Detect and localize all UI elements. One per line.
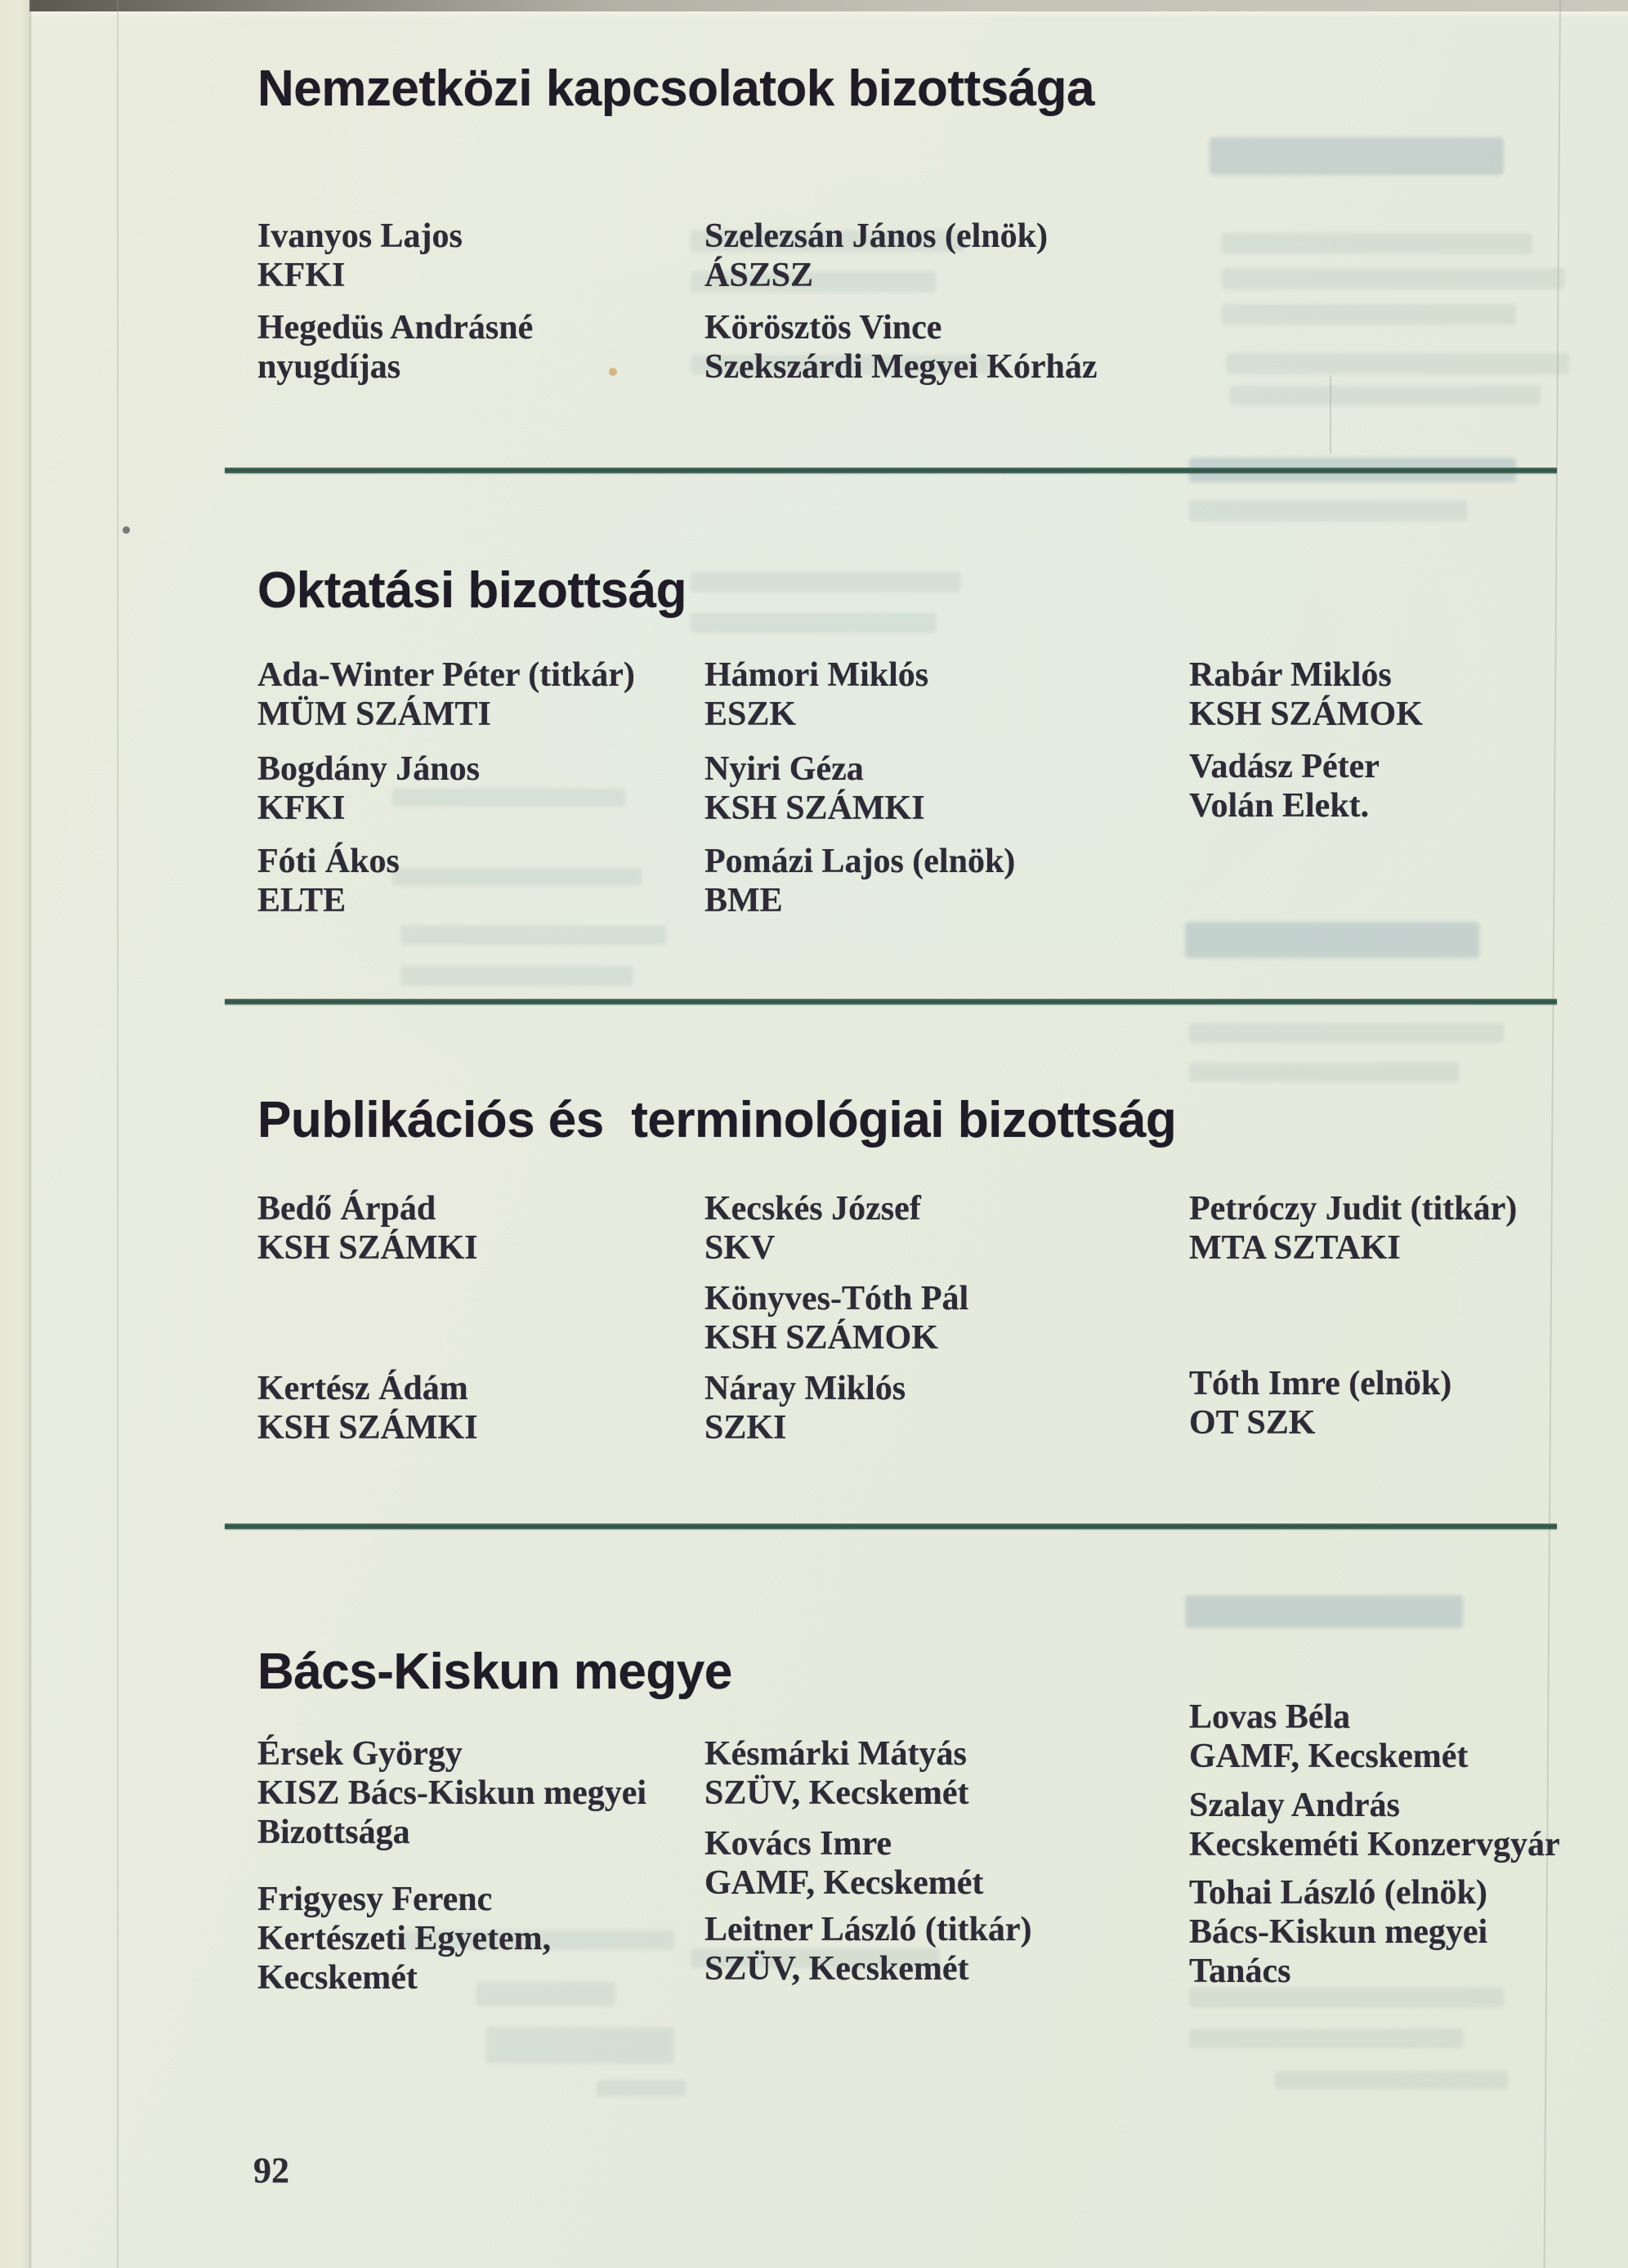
member-entry bbox=[1189, 1698, 1628, 1776]
members-column bbox=[704, 1189, 1150, 1447]
scan-edge-top bbox=[0, 0, 1628, 11]
scan-edge-highlight bbox=[0, 11, 1628, 18]
member-name: Késmárki Mátyás bbox=[704, 1735, 967, 1773]
member-affiliation: Kertészeti Egyetem, bbox=[257, 1920, 552, 1957]
section-title: Oktatási bizottság bbox=[257, 562, 687, 619]
member-affiliation: KSH SZÁMOK bbox=[704, 1319, 938, 1357]
member-affiliation: MTA SZTAKI bbox=[1189, 1229, 1401, 1267]
members-column bbox=[1189, 655, 1628, 825]
member-name: Vadász Péter bbox=[1189, 748, 1380, 785]
member-affiliation: KSH SZÁMKI bbox=[257, 1409, 478, 1447]
bleedthrough-smudge bbox=[1230, 386, 1541, 405]
member-entry bbox=[704, 1824, 1150, 1903]
member-entry bbox=[257, 749, 703, 828]
member-name: Hegedüs Andrásné bbox=[257, 309, 534, 347]
member-entry bbox=[257, 1189, 703, 1268]
bleedthrough-smudge bbox=[1189, 2029, 1463, 2048]
member-entry bbox=[704, 842, 1150, 920]
member-name: Kovács Imre bbox=[704, 1825, 892, 1863]
member-affiliation: Szekszárdi Megyei Kórház bbox=[704, 348, 1098, 386]
member-entry bbox=[257, 655, 703, 734]
member-affiliation: Bács-Kiskun megyei bbox=[1189, 1913, 1488, 1951]
member-name: Náray Miklós bbox=[704, 1370, 906, 1407]
member-name: Fóti Ákos bbox=[257, 843, 400, 880]
bleedthrough-smudge bbox=[400, 925, 666, 945]
bleedthrough-smudge bbox=[1222, 304, 1516, 325]
member-affiliation: ÁSZSZ bbox=[704, 257, 814, 294]
member-entry bbox=[704, 308, 1150, 387]
member-entry bbox=[1189, 747, 1628, 825]
bleedthrough-smudge bbox=[1189, 500, 1467, 521]
divider-rule bbox=[225, 467, 1557, 473]
member-name: Rabár Miklós bbox=[1189, 656, 1392, 694]
member-affiliation: SKV bbox=[704, 1229, 776, 1267]
member-entry bbox=[257, 1880, 703, 1997]
member-name: Körösztös Vince bbox=[704, 309, 942, 347]
divider-rule bbox=[225, 1523, 1557, 1529]
member-name: Könyves-Tóth Pál bbox=[704, 1280, 969, 1317]
divider-rule bbox=[225, 999, 1557, 1004]
bleedthrough-smudge bbox=[1222, 268, 1565, 289]
member-affiliation: Bizottsága bbox=[257, 1814, 410, 1851]
page-number: 92 bbox=[253, 2150, 289, 2190]
member-affiliation: GAMF, Kecskemét bbox=[1189, 1738, 1469, 1775]
bleedthrough-smudge bbox=[1185, 1595, 1463, 1628]
members-column bbox=[704, 217, 1150, 387]
bleedthrough-smudge bbox=[1189, 1062, 1459, 1082]
member-name: Ivanyos Lajos bbox=[257, 217, 463, 255]
section-title: Bács-Kiskun megye bbox=[257, 1644, 732, 1700]
member-entry bbox=[257, 842, 703, 920]
bleedthrough-smudge bbox=[1185, 922, 1479, 958]
paper-crease bbox=[29, 0, 32, 2268]
bleedthrough-smudge bbox=[1189, 1023, 1504, 1043]
member-affiliation: Volán Elekt. bbox=[1189, 787, 1370, 825]
member-entry bbox=[1189, 1873, 1628, 1991]
member-name: Bogdány János bbox=[257, 750, 480, 788]
member-entry bbox=[257, 308, 703, 387]
member-affiliation: Kecskemét bbox=[257, 1959, 418, 1997]
member-affiliation: ESZK bbox=[704, 696, 797, 733]
member-affiliation: SZÜV, Kecskemét bbox=[704, 1950, 969, 1988]
member-affiliation: nyugdíjas bbox=[257, 348, 401, 386]
member-affiliation: KFKI bbox=[257, 790, 346, 827]
member-name: Nyiri Géza bbox=[704, 750, 864, 788]
member-affiliation: SZKI bbox=[704, 1409, 787, 1447]
member-affiliation: GAMF, Kecskemét bbox=[704, 1864, 984, 1902]
member-entry bbox=[1189, 655, 1628, 734]
section-title: Publikációs és terminológiai bizottság bbox=[257, 1092, 1177, 1148]
bleedthrough-smudge bbox=[597, 2080, 687, 2096]
member-affiliation: KSH SZÁMKI bbox=[257, 1229, 478, 1267]
member-affiliation: KISZ Bács-Kiskun megyei bbox=[257, 1774, 647, 1812]
bleedthrough-smudge bbox=[400, 966, 633, 986]
member-name: Tóth Imre (elnök) bbox=[1189, 1365, 1452, 1402]
members-column bbox=[257, 1734, 703, 1997]
member-affiliation: SZÜV, Kecskemét bbox=[704, 1774, 969, 1812]
member-entry bbox=[704, 749, 1150, 828]
member-name: Pomázi Lajos (elnök) bbox=[704, 843, 1016, 880]
bleedthrough-smudge bbox=[691, 613, 936, 633]
member-affiliation: MÜM SZÁMTI bbox=[257, 696, 491, 733]
member-name: Kertész Ádám bbox=[257, 1370, 468, 1407]
member-name: Szalay András bbox=[1189, 1787, 1400, 1824]
members-column bbox=[1189, 1189, 1628, 1443]
member-entry bbox=[704, 217, 1150, 295]
member-affiliation: Tanács bbox=[1189, 1953, 1291, 1990]
member-entry bbox=[704, 1910, 1150, 1988]
member-entry bbox=[704, 1189, 1150, 1268]
member-name: Leitner László (titkár) bbox=[704, 1911, 1032, 1948]
member-entry bbox=[704, 1369, 1150, 1447]
members-column bbox=[704, 655, 1150, 920]
member-entry bbox=[1189, 1364, 1628, 1443]
member-name: Érsek György bbox=[257, 1735, 463, 1773]
member-name: Ada-Winter Péter (titkár) bbox=[257, 656, 635, 694]
section-title: Nemzetközi kapcsolatok bizottsága bbox=[257, 60, 1094, 117]
member-name: Tohai László (elnök) bbox=[1189, 1874, 1487, 1912]
member-entry bbox=[704, 1279, 1150, 1358]
bleedthrough-smudge bbox=[691, 572, 960, 592]
members-column bbox=[704, 1734, 1150, 1988]
paper-crease bbox=[117, 0, 119, 2268]
member-entry bbox=[704, 655, 1150, 734]
member-affiliation: KSH SZÁMKI bbox=[704, 790, 925, 827]
member-affiliation: Kecskeméti Konzervgyár bbox=[1189, 1826, 1560, 1863]
member-affiliation: KSH SZÁMOK bbox=[1189, 696, 1423, 733]
member-entry bbox=[704, 1734, 1150, 1813]
members-column bbox=[257, 217, 703, 387]
member-name: Hámori Miklós bbox=[704, 656, 929, 694]
members-column bbox=[1189, 1698, 1628, 1991]
member-entry bbox=[1189, 1189, 1628, 1268]
speck bbox=[123, 526, 130, 534]
member-affiliation: ELTE bbox=[257, 882, 347, 919]
bleedthrough-smudge bbox=[1226, 353, 1569, 374]
page-left-edge bbox=[0, 0, 29, 2268]
member-name: Lovas Béla bbox=[1189, 1698, 1351, 1736]
member-affiliation: BME bbox=[704, 882, 783, 919]
member-affiliation: KFKI bbox=[257, 257, 346, 294]
member-name: Szelezsán János (elnök) bbox=[704, 217, 1048, 255]
bleedthrough-smudge bbox=[486, 2027, 674, 2064]
bleedthrough-smudge bbox=[1275, 2071, 1508, 2089]
bleedthrough-smudge bbox=[1222, 233, 1532, 254]
members-column bbox=[257, 1189, 703, 1447]
member-entry bbox=[257, 217, 703, 295]
member-name: Petróczy Judit (titkár) bbox=[1189, 1190, 1518, 1228]
member-name: Kecskés József bbox=[704, 1190, 921, 1228]
member-entry bbox=[257, 1369, 703, 1447]
member-name: Bedő Árpád bbox=[257, 1190, 436, 1228]
member-name: Frigyesy Ferenc bbox=[257, 1881, 493, 1918]
member-entry bbox=[1189, 1786, 1628, 1864]
bleedthrough-smudge bbox=[1210, 137, 1504, 175]
members-column bbox=[257, 655, 703, 920]
member-affiliation: OT SZK bbox=[1189, 1404, 1316, 1442]
member-entry bbox=[257, 1734, 703, 1852]
